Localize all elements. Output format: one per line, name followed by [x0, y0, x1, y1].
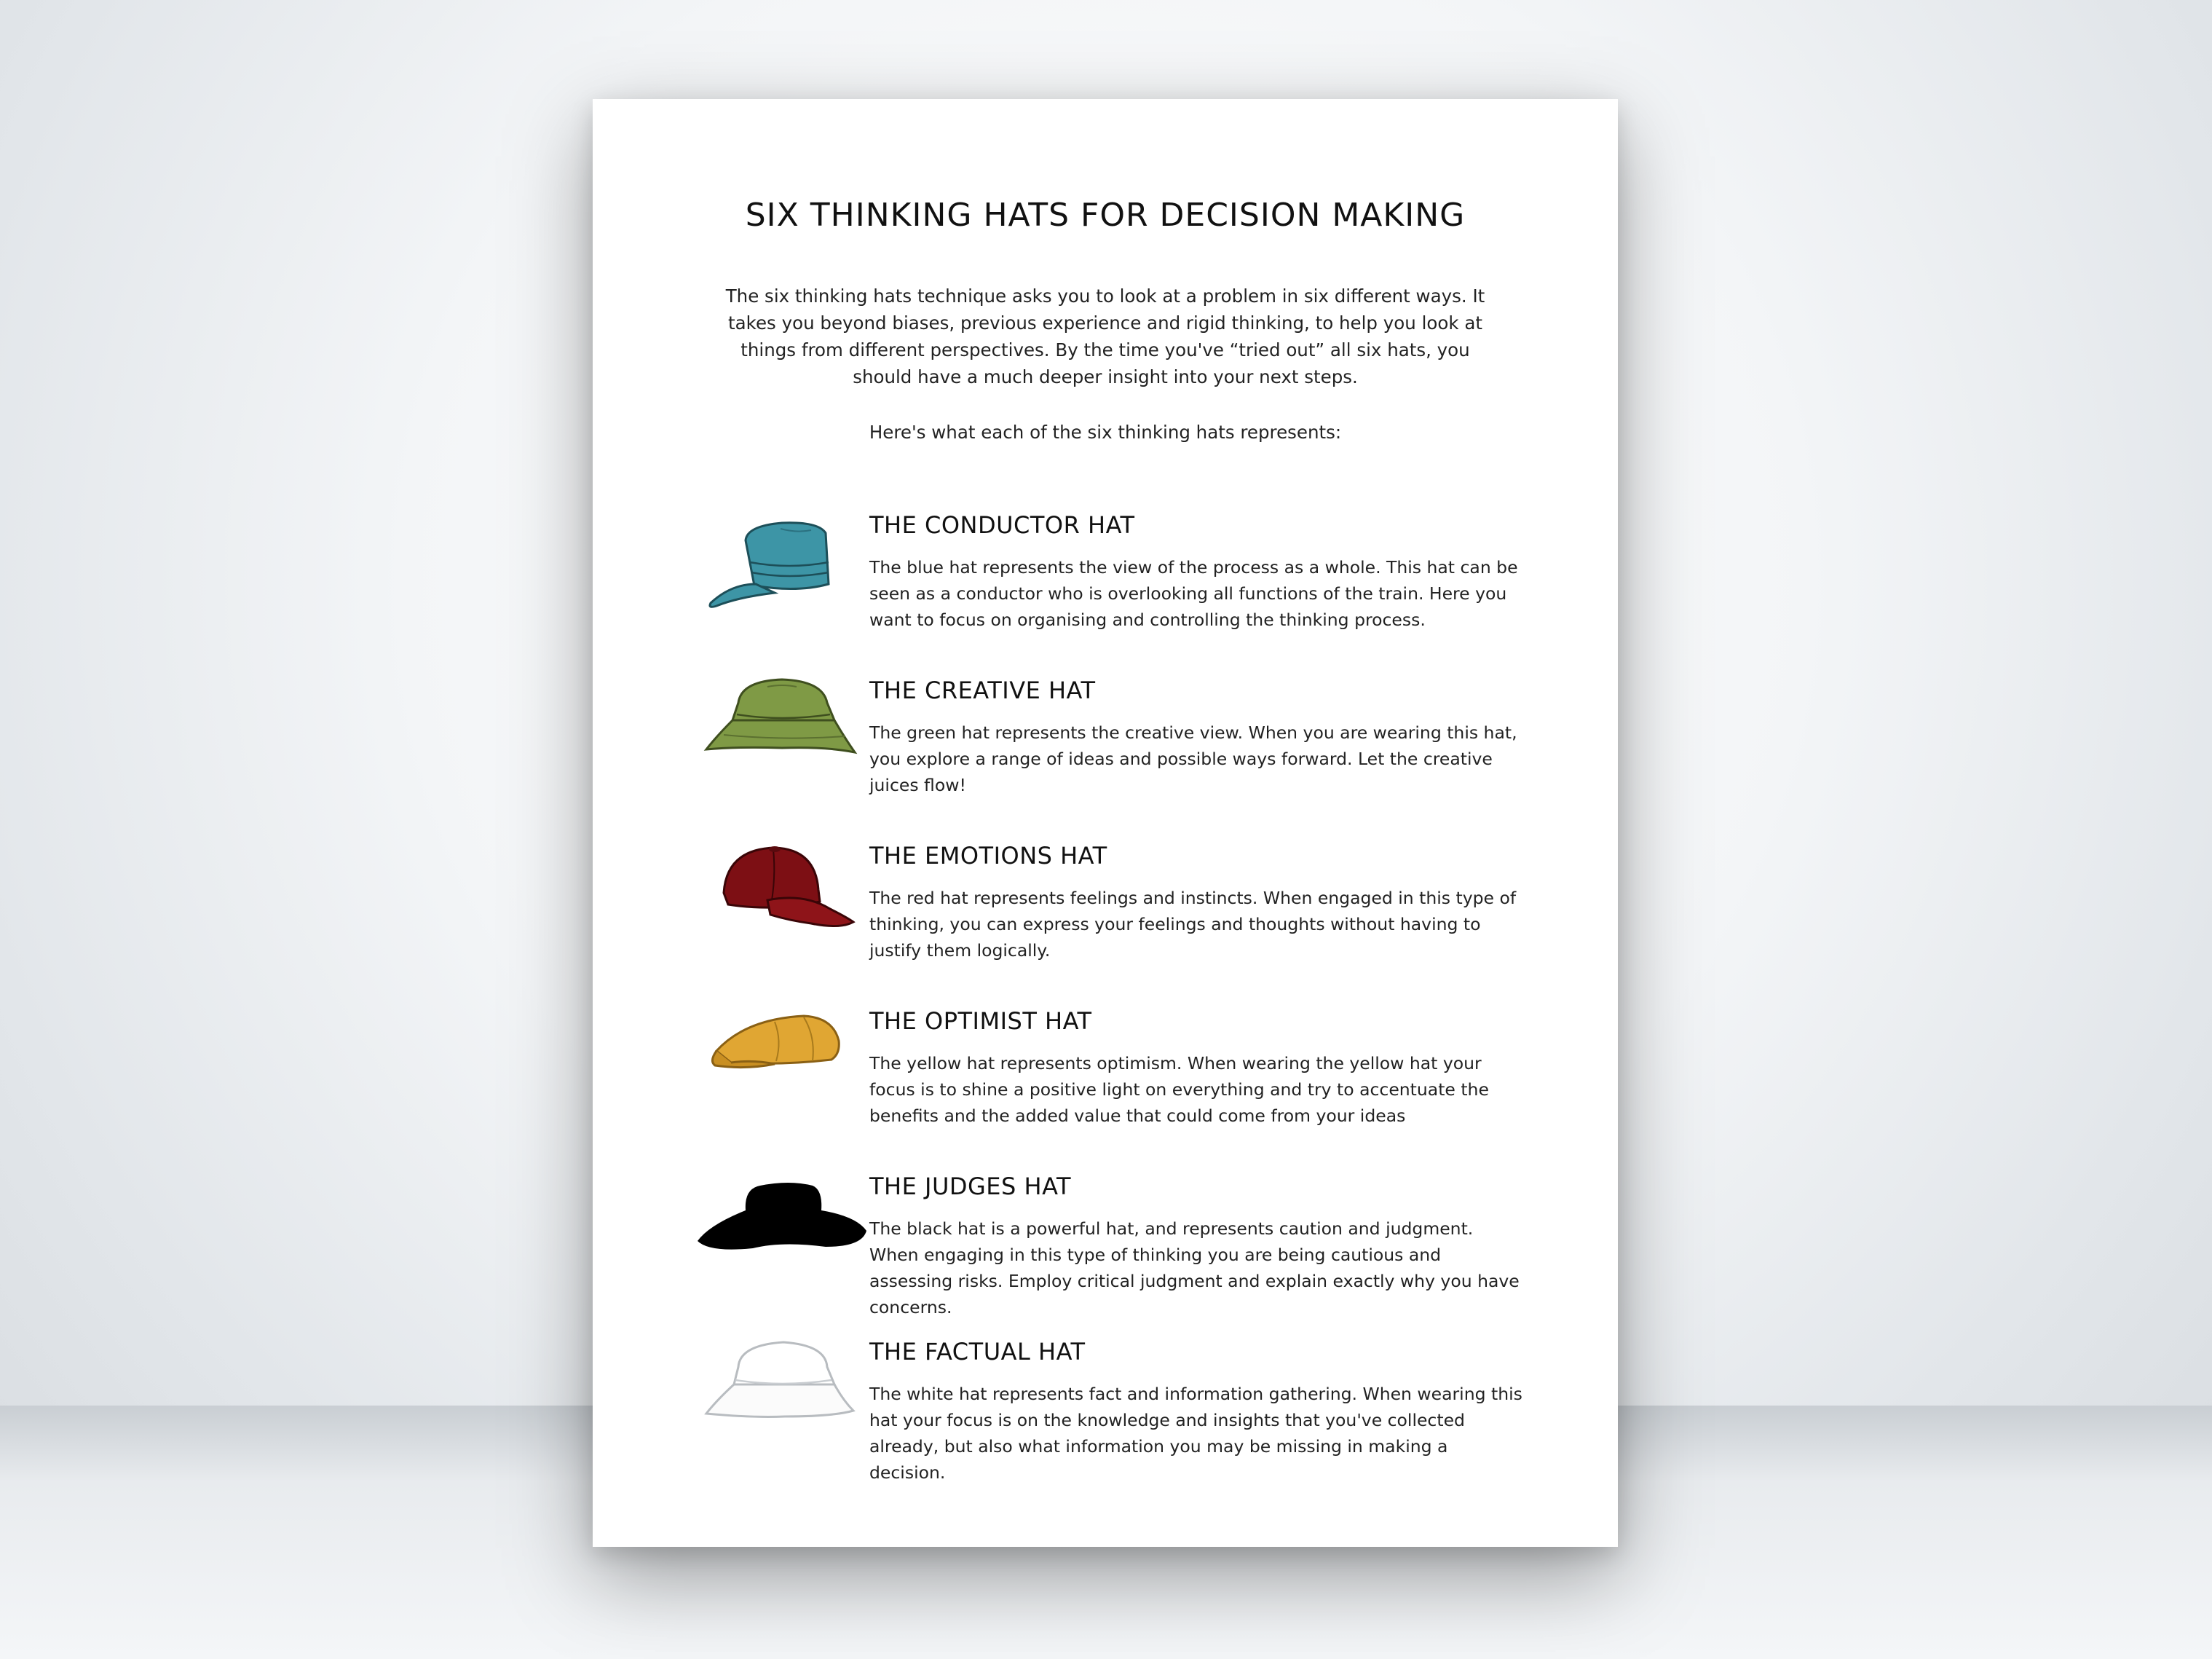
hat-heading: THE FACTUAL HAT [869, 1338, 1086, 1366]
green-bucket-hat-icon [695, 677, 869, 800]
blue-military-cap-icon [695, 511, 869, 635]
document-page [593, 99, 1618, 1547]
hat-section-conductor [593, 511, 1618, 671]
hat-description: The red hat represents feelings and instincts. When engaged in this type of thinking, you can express your feelings and thoughts without having to justify them logically. [869, 888, 1517, 961]
hat-description: The white hat represents fact and information gathering. When wearing this hat your focus is on the knowledge and insights that you've collected already, but also what information you may be missing in making a decision. [869, 1384, 1522, 1483]
hat-heading: THE CREATIVE HAT [869, 677, 1096, 704]
red-baseball-cap-icon [695, 842, 869, 966]
intro-paragraph: The six thinking hats technique asks you to look at a problem in six different ways. It takes you beyond biases, previous experience and rigid thinking, to help you look at things from different perspectives. By the time you've “tried out” all six hats, you should have a much deeper insight into your next steps. [725, 285, 1485, 387]
hat-description: The black hat is a powerful hat, and represents caution and judgment. When engaging in this type of thinking you are being cautious and assessing risks. Employ critical judgment and explain exactly why you have concerns. [869, 1218, 1520, 1317]
page-title: SIX THINKING HATS FOR DECISION MAKING [745, 197, 1466, 234]
yellow-flat-cap-icon [695, 1007, 869, 1131]
hat-section-judges [593, 1173, 1618, 1333]
hat-section-emotions [593, 842, 1618, 1002]
hat-section-optimist [593, 1007, 1618, 1167]
hat-section-creative [593, 677, 1618, 837]
subintro-paragraph: Here's what each of the six thinking hats represents: [869, 422, 1342, 443]
hat-description: The blue hat represents the view of the process as a whole. This hat can be seen as a conductor who is overlooking all functions of the train. Here you want to focus on organising and controlling the thinking process. [869, 557, 1518, 630]
hat-section-factual [593, 1338, 1618, 1498]
hat-heading: THE OPTIMIST HAT [869, 1007, 1092, 1035]
black-wide-brim-hat-icon [695, 1173, 869, 1296]
white-bucket-hat-icon [695, 1338, 869, 1462]
hat-description: The green hat represents the creative view. When you are wearing this hat, you explore a range of ideas and possible ways forward. Let the creative juices flow! [869, 722, 1517, 795]
hat-heading: THE CONDUCTOR HAT [869, 511, 1135, 539]
hat-description: The yellow hat represents optimism. When wearing the yellow hat your focus is to shine a positive light on everything and try to accentuate the benefits and the added value that could come from your ideas [869, 1053, 1489, 1126]
hat-heading: THE EMOTIONS HAT [869, 842, 1107, 870]
hat-heading: THE JUDGES HAT [869, 1173, 1072, 1200]
